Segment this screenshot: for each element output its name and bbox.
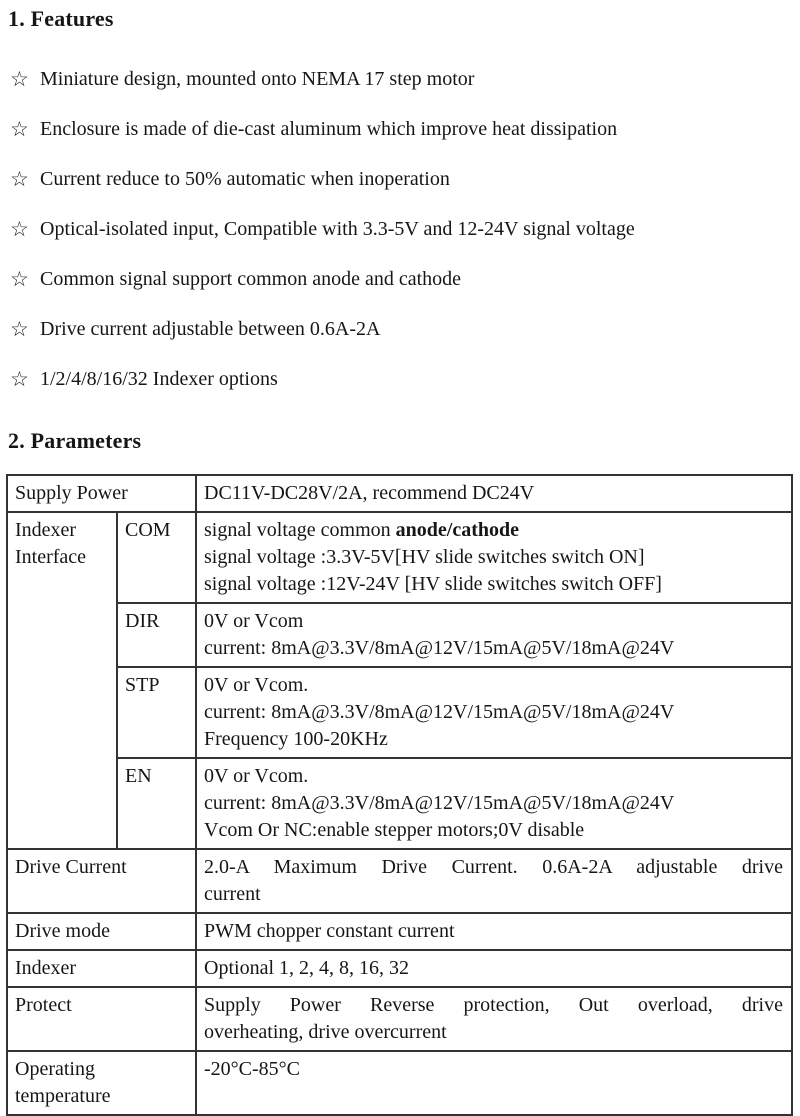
value-line: current: 8mA@3.3V/8mA@12V/15mA@5V/18mA@24V — [204, 701, 675, 723]
param-label-protect: Protect — [7, 987, 196, 1051]
star-bullet-icon: ☆ — [10, 117, 29, 141]
star-bullet-icon: ☆ — [10, 367, 29, 391]
features-heading: 1. Features — [8, 6, 114, 31]
value-line: 0V or Vcom — [204, 610, 304, 632]
param-label-indexer-interface: Indexer Interface — [7, 512, 117, 849]
feature-item — [8, 166, 791, 216]
feature-text: Current reduce to 50% automatic when inoperation — [40, 168, 450, 190]
row-protect — [7, 987, 792, 1051]
param-label-supply-power: Supply Power — [7, 475, 196, 512]
row-drive-current — [7, 849, 792, 913]
feature-item — [8, 316, 791, 366]
row-supply-power — [7, 475, 792, 512]
feature-item — [8, 66, 791, 116]
param-value-indexer: Optional 1, 2, 4, 8, 16, 32 — [196, 950, 792, 987]
signal-key-dir: DIR — [117, 603, 196, 667]
value-line: current — [204, 883, 261, 905]
feature-text: Drive current adjustable between 0.6A-2A — [40, 318, 381, 340]
feature-text: 1/2/4/8/16/32 Indexer options — [40, 368, 278, 390]
row-operating-temperature — [7, 1051, 792, 1115]
feature-item — [8, 116, 791, 166]
feature-item — [8, 266, 791, 316]
value-line: signal voltage :12V-24V [HV slide switches switch OFF] — [204, 573, 662, 595]
value-line: current: 8mA@3.3V/8mA@12V/15mA@5V/18mA@24V — [204, 637, 675, 659]
param-label-drive-current: Drive Current — [7, 849, 196, 913]
param-value-stp — [196, 667, 792, 758]
star-bullet-icon: ☆ — [10, 67, 29, 91]
row-en — [7, 758, 792, 849]
value-line: Vcom Or NC:enable stepper motors;0V disable — [204, 819, 585, 841]
row-dir — [7, 603, 792, 667]
param-value-operating-temperature: -20°C-85°C — [196, 1051, 792, 1115]
parameters-heading: 2. Parameters — [8, 428, 142, 453]
parameters-table — [6, 474, 793, 1116]
feature-text: Miniature design, mounted onto NEMA 17 step motor — [40, 68, 475, 90]
value-line: Supply Power Reverse protection, Out overload, drive — [204, 994, 783, 1016]
signal-key-com: COM — [117, 512, 196, 603]
feature-text: Common signal support common anode and cathode — [40, 268, 462, 290]
param-value-dir — [196, 603, 792, 667]
star-bullet-icon: ☆ — [10, 317, 29, 341]
star-bullet-icon: ☆ — [10, 217, 29, 241]
feature-text: Enclosure is made of die-cast aluminum which improve heat dissipation — [40, 118, 618, 140]
value-line: 0V or Vcom. — [204, 765, 309, 787]
row-indexer — [7, 950, 792, 987]
star-bullet-icon: ☆ — [10, 167, 29, 191]
param-value-en — [196, 758, 792, 849]
feature-text: Optical-isolated input, Compatible with 3.3-5V and 12-24V signal voltage — [40, 218, 635, 240]
value-line: 2.0-A Maximum Drive Current. 0.6A-2A adjustable drive — [204, 856, 783, 878]
com-line1-prefix: signal voltage common — [204, 519, 396, 541]
param-label-drive-mode: Drive mode — [7, 913, 196, 950]
row-com — [7, 512, 792, 603]
value-line: Frequency 100-20KHz — [204, 728, 388, 750]
param-label-indexer: Indexer — [7, 950, 196, 987]
feature-item — [8, 216, 791, 266]
value-line — [204, 517, 783, 544]
value-line: current: 8mA@3.3V/8mA@12V/15mA@5V/18mA@24V — [204, 792, 675, 814]
com-line1-bold: anode/cathode — [395, 519, 519, 541]
param-value-drive-current — [196, 849, 792, 913]
param-value-drive-mode: PWM chopper constant current — [196, 913, 792, 950]
param-value-supply-power: DC11V-DC28V/2A, recommend DC24V — [196, 475, 792, 512]
signal-key-stp: STP — [117, 667, 196, 758]
star-bullet-icon: ☆ — [10, 267, 29, 291]
features-list — [8, 66, 791, 416]
param-label-operating-temperature: Operating temperature — [7, 1051, 196, 1115]
row-stp — [7, 667, 792, 758]
param-value-protect — [196, 987, 792, 1051]
value-line: overheating, drive overcurrent — [204, 1021, 447, 1043]
row-drive-mode — [7, 913, 792, 950]
value-line: 0V or Vcom. — [204, 674, 309, 696]
param-value-com — [196, 512, 792, 603]
value-line: signal voltage :3.3V-5V[HV slide switches switch ON] — [204, 546, 645, 568]
signal-key-en: EN — [117, 758, 196, 849]
feature-item — [8, 366, 791, 416]
